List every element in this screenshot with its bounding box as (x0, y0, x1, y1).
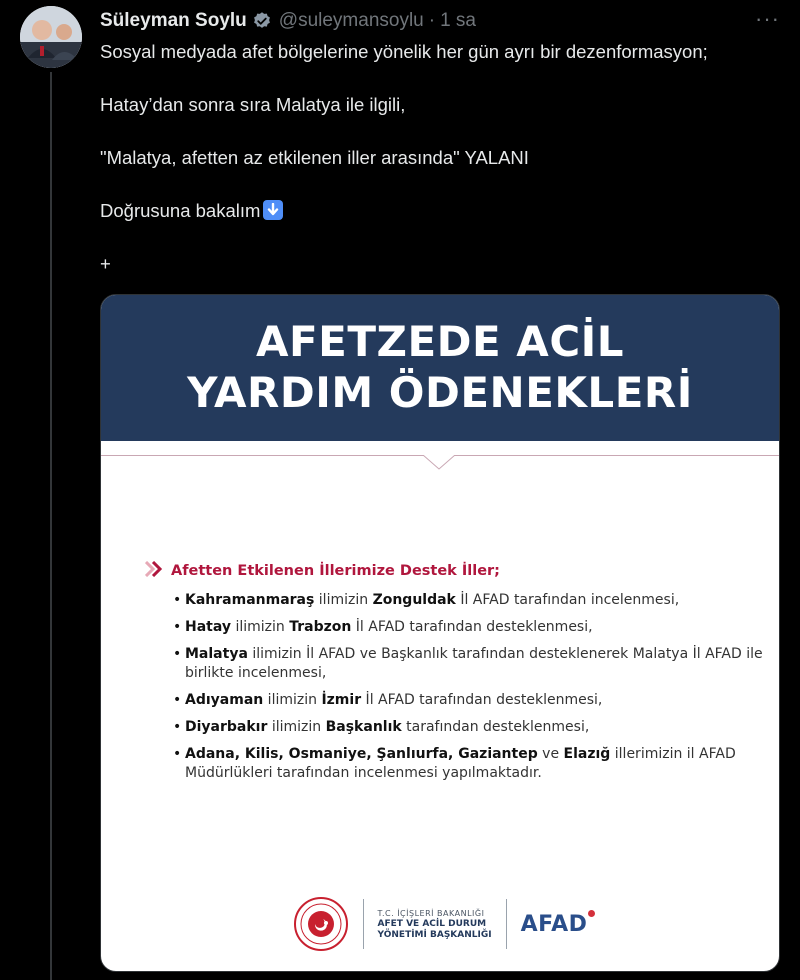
section-title (145, 561, 765, 581)
card-banner (101, 295, 779, 441)
tweet-header (100, 8, 780, 34)
tweet-line: Hatay’dan sonra sıra Malatya ile ilgili, (100, 94, 406, 115)
footer-divider (506, 899, 507, 949)
item-text: ilimizin (231, 619, 290, 635)
province-name: Malatya (185, 646, 248, 662)
afad-logo (521, 912, 588, 937)
tweet-line-with-emoji (100, 199, 790, 223)
list-item (145, 645, 765, 683)
item-text: tarafından desteklenmesi, (401, 719, 590, 735)
province-name: Adıyaman (185, 692, 264, 708)
author-name[interactable]: Süleyman Soylu (100, 10, 247, 31)
author-handle[interactable]: @suleymansoylu (278, 10, 424, 31)
support-province: Trabzon (289, 619, 352, 635)
tweet-line: "Malatya, afetten az etkilenen iller arasında" YALANI (100, 147, 529, 168)
card-title-line1: AFETZEDE ACİL (255, 317, 625, 366)
verified-badge-icon (252, 11, 272, 31)
list-item (145, 745, 765, 783)
support-province: Zonguldak (372, 592, 456, 608)
double-chevron-icon (145, 561, 165, 581)
support-province: Elazığ (563, 746, 611, 762)
tweet-line: + (100, 253, 111, 274)
item-text: ilimizin (267, 719, 326, 735)
province-name: Hatay (185, 619, 231, 635)
item-text: ve (537, 746, 564, 762)
item-text: ilimizin (263, 692, 322, 708)
province-name: Kahramanmaraş (185, 592, 315, 608)
card-title-line2: YARDIM ÖDENEKLERİ (187, 368, 693, 417)
province-name: Diyarbakır (185, 719, 268, 735)
more-options-icon[interactable]: ··· (755, 6, 780, 31)
divider-notch-icon (423, 455, 455, 471)
item-text: İl AFAD tarafından desteklenmesi, (361, 692, 603, 708)
support-section (145, 561, 765, 791)
support-list (145, 591, 765, 783)
avatar[interactable] (20, 6, 82, 68)
item-text: ilimizin (314, 592, 373, 608)
avatar-photo-icon (20, 6, 82, 68)
agency-line1: AFET VE ACİL DURUM (377, 918, 487, 929)
item-text: ilimizin İl AFAD ve Başkanlık tarafından desteklenerek Malatya İl AFAD ile birlikte incelenmesi, (185, 646, 763, 681)
tweet-line: Doğrusuna bakalım (100, 200, 261, 221)
agency-name (378, 908, 492, 941)
seal-icon (293, 896, 349, 952)
list-item (145, 691, 765, 710)
card-footer (101, 889, 779, 959)
ministry-name: T.C. İÇİŞLERİ BAKANLIĞI (377, 908, 485, 918)
item-text: İl AFAD tarafından desteklenmesi, (351, 619, 593, 635)
separator-dot: · (428, 10, 436, 31)
item-text: illerimizin il AFAD Müdürlükleri tarafından incelenmesi yapılmaktadır. (185, 746, 736, 781)
tweet-line: Sosyal medyada afet bölgelerine yönelik her gün ayrı bir dezenformasyon; (100, 41, 708, 62)
logo-dot-icon (588, 910, 595, 917)
list-item (145, 591, 765, 610)
afad-logo-text: AFAD (520, 911, 588, 937)
list-item (145, 718, 765, 737)
support-province: Başkanlık (325, 719, 402, 735)
province-name: Adana, Kilis, Osmaniye, Şanlıurfa, Gaziantep (185, 746, 538, 762)
agency-line2: YÖNETİMİ BAŞKANLIĞI (377, 929, 492, 940)
attached-image-card[interactable] (100, 294, 780, 972)
footer-divider (363, 899, 364, 949)
thread-connector-line (50, 72, 52, 980)
list-item (145, 618, 765, 637)
section-title-text: Afetten Etkilenen İllerimize Destek İller; (171, 563, 500, 579)
tweet-text (100, 40, 790, 305)
tweet-time[interactable]: 1 sa (440, 10, 476, 31)
item-text: İl AFAD tarafından incelenmesi, (455, 592, 680, 608)
support-province: İzmir (321, 692, 362, 708)
down-arrow-emoji-icon (263, 200, 283, 220)
